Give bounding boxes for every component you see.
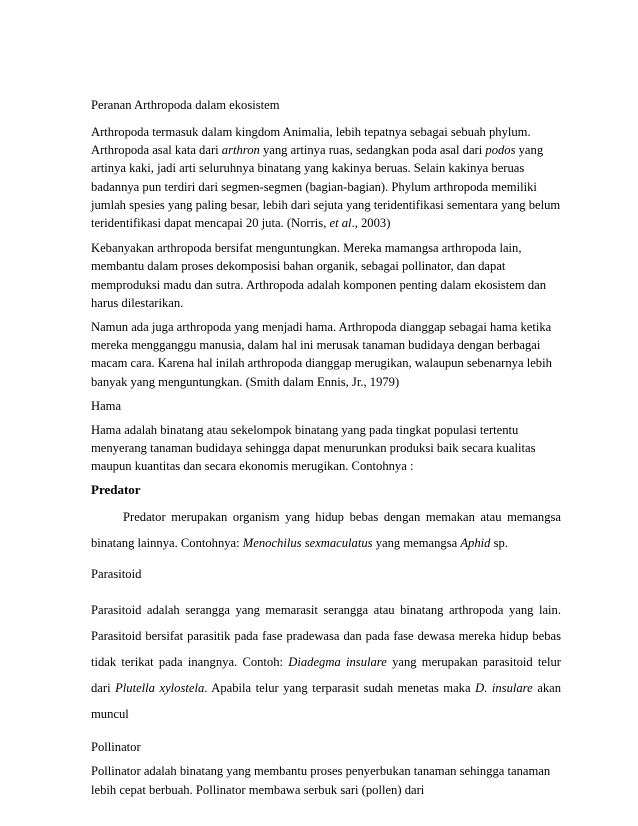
italic-term: Diadegma insulare	[288, 655, 387, 670]
paragraph-parasitoid-definition: Parasitoid adalah serangga yang memarasit serangga atau binatang arthropoda yang lain. Parasitoid bersifat parasitik pada fase pradewasa dan pada fase dewasa mereka hidup bebas tidak terikat pada inangnya. Contoh: Diadegma insulare yang merupakan parasitoid telur dari Plutella xylostela. Apabila telur yang terparasit sudah menetas maka D. insulare akan muncul	[91, 603, 561, 722]
paragraph-arthropoda-pests: Namun ada juga arthropoda yang menjadi hama. Arthropoda dianggap sebagai hama ketika mereka mengganggu manusia, dalam hal ini merusak tanaman budidaya dengan berbagai macam cara. Karena hal inilah arthropoda dianggap merugikan, walaupun sebenarnya lebih banyak yang menguntungkan. (Smith dalam Ennis, Jr., 1979)	[91, 320, 552, 389]
italic-term: Plutella xylostela	[115, 681, 205, 696]
italic-term: podos	[485, 143, 516, 158]
italic-term: Aphid	[460, 536, 491, 551]
document-title: Peranan Arthropoda dalam ekosistem	[91, 98, 280, 112]
paragraph-pollinator-definition: Pollinator adalah binatang yang membantu proses penyerbukan tanaman sehingga tanaman lebih cepat berbuah. Pollinator membawa serbuk sari (pollen) dari	[91, 764, 551, 797]
paragraph-arthropoda-definition: Arthropoda termasuk dalam kingdom Animalia, lebih tepatnya sebagai sebuah phylum. Arthropoda asal kata dari arthron yang artinya ruas, sedangkan poda asal dari podos yang artinya kaki, jadi arti seluruhnya binatang yang kakinya beruas. Selain kakinya beruas badannya pun terdiri dari segmen-segmen (bagian-bagian). Phylum arthropoda memiliki jumlah spesies yang paling besar, lebih dari sejuta yang teridentifikasi sementara yang belum teridentifikasi dapat mencapai 20 juta. (Norris, et al., 2003)	[91, 125, 561, 231]
paragraph-hama-definition: Hama adalah binatang atau sekelompok binatang yang pada tingkat populasi tertentu menyerang tanaman budidaya sehingga dapat menurunkan produksi baik secara kualitas maupun kuantitas dan secara ekonomis merugikan. Contohnya :	[91, 422, 536, 474]
paragraph-predator-definition: Predator merupakan organism yang hidup bebas dengan memakan atau memangsa binatang lainnya. Contohnya: Menochilus sexmaculatus yang memangsa Aphid sp.	[91, 510, 561, 551]
section-heading-pollinator: Pollinator	[91, 740, 141, 755]
section-heading-predator: Predator	[91, 482, 141, 498]
section-heading-parasitoid: Parasitoid	[91, 567, 142, 582]
italic-term: et al	[329, 216, 352, 231]
paragraph-arthropoda-benefits: Kebanyakan arthropoda bersifat menguntungkan. Mereka mamangsa arthropoda lain, membantu dalam proses dekomposisi bahan organik, sebagai pollinator, dan dapat memproduksi madu dan sutra. Arthropoda adalah komponen penting dalam ekosistem dan harus dilestarikan.	[91, 241, 547, 310]
italic-term: D. insulare	[475, 681, 533, 696]
italic-term: arthron	[221, 143, 260, 158]
section-heading-hama: Hama	[91, 398, 122, 413]
italic-term: Menochilus sexmaculatus	[242, 536, 373, 551]
document-body	[91, 97, 561, 799]
